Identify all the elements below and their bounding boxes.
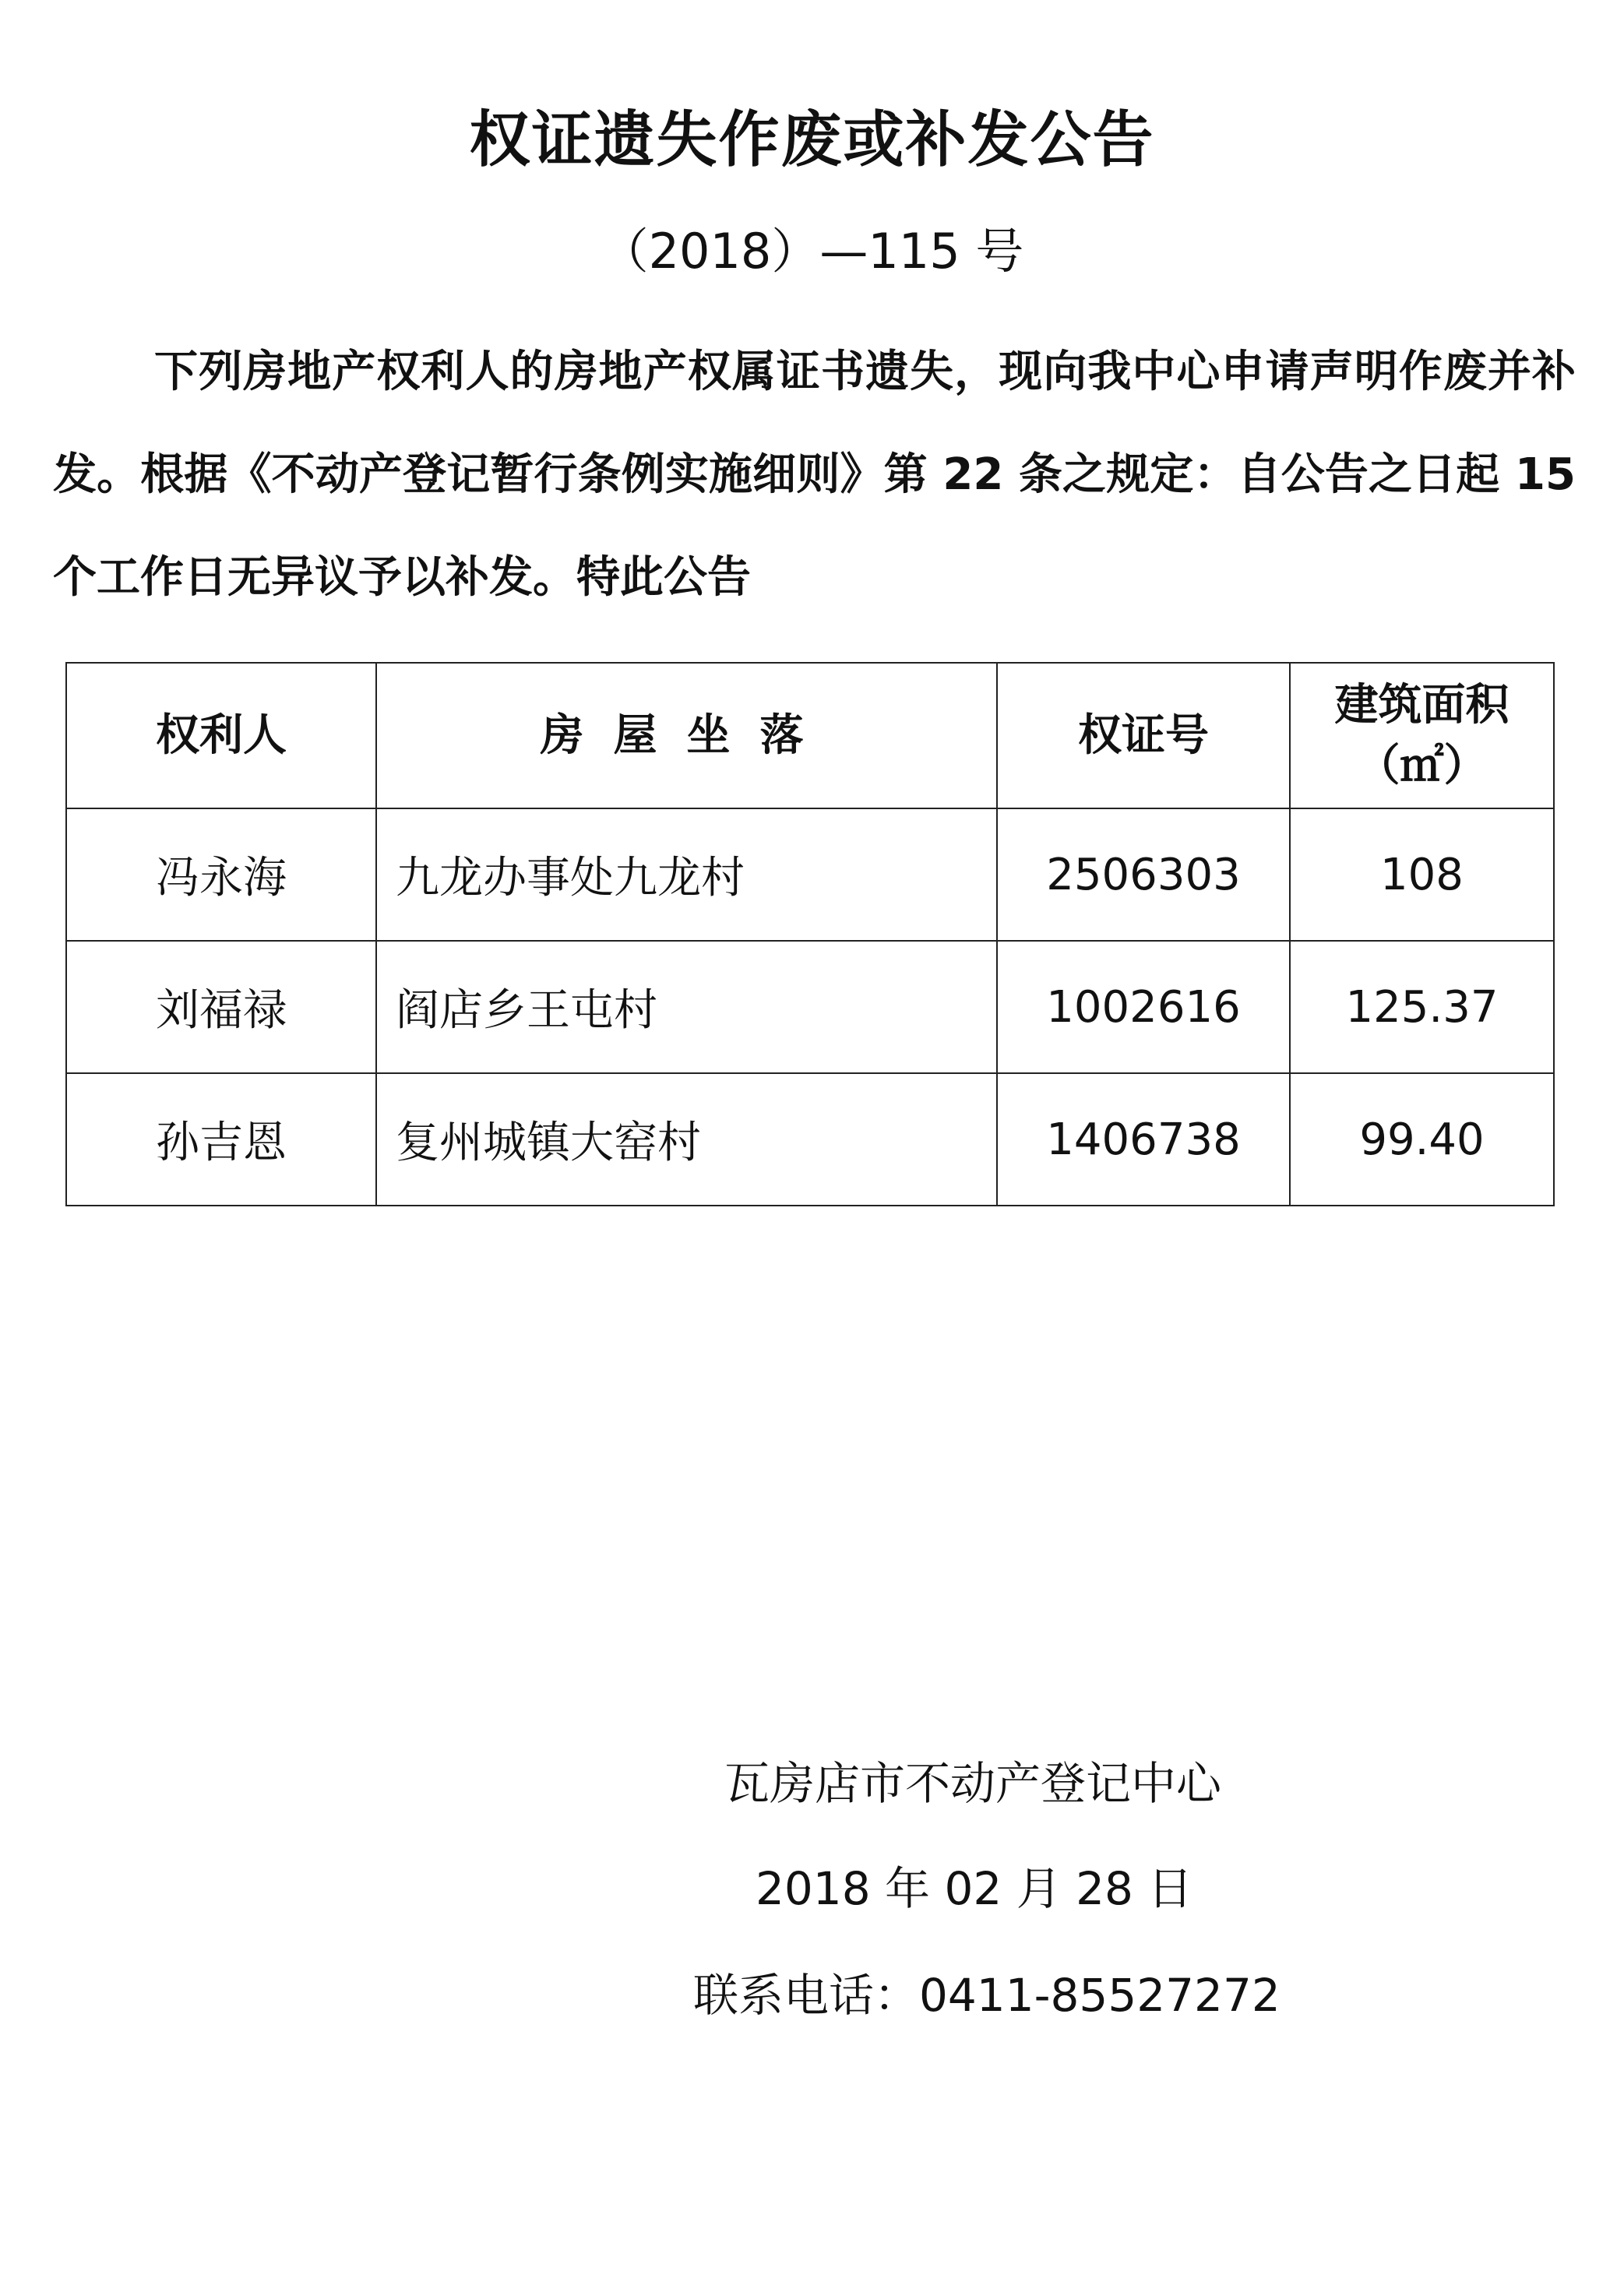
notice-title: 权证遗失作废或补发公告 xyxy=(469,105,1155,175)
cell-owner: 刘福禄 xyxy=(66,941,376,1073)
cell-location: 九龙办事处九龙村 xyxy=(376,808,997,941)
table-header-row xyxy=(66,663,1554,808)
table-row xyxy=(66,941,1554,1073)
cell-owner: 冯永海 xyxy=(66,808,376,941)
cell-location: 复州城镇大窑村 xyxy=(376,1073,997,1206)
cell-cert-no: 2506303 xyxy=(997,808,1290,941)
footer-phone: 联系电话：0411-85527272 xyxy=(693,1969,1281,2022)
certificate-table xyxy=(65,662,1553,1206)
cell-owner: 孙吉恩 xyxy=(66,1073,376,1206)
cell-area: 125.37 xyxy=(1290,941,1554,1073)
header-cert-no: 权证号 xyxy=(997,663,1290,808)
certificate-table-grid xyxy=(65,662,1555,1206)
table-row xyxy=(66,1073,1554,1206)
cell-cert-no: 1406738 xyxy=(997,1073,1290,1206)
header-area xyxy=(1290,663,1554,808)
cell-location: 阎店乡王屯村 xyxy=(376,941,997,1073)
cell-cert-no: 1002616 xyxy=(997,941,1290,1073)
header-area-label: 建筑面积 xyxy=(1334,679,1510,731)
header-owner: 权利人 xyxy=(66,663,376,808)
notice-number: （2018）—115 号 xyxy=(600,223,1024,280)
cell-area: 99.40 xyxy=(1290,1073,1554,1206)
cell-area: 108 xyxy=(1290,808,1554,941)
notice-body: 下列房地产权利人的房地产权属证书遗失，现向我中心申请声明作废并补发。根据《不动产登记暂行条例实施细则》第 22 条之规定：自公告之日起 15 个工作日无异议予以补发。特此公告 xyxy=(53,347,1576,603)
footer-organization: 瓦房店市不动产登记中心 xyxy=(724,1757,1222,1810)
header-location: 房屋坐落 xyxy=(376,663,997,808)
header-area-unit: （㎡） xyxy=(1356,740,1488,791)
footer-date: 2018 年 02 月 28 日 xyxy=(756,1862,1193,1915)
table-row xyxy=(66,808,1554,941)
